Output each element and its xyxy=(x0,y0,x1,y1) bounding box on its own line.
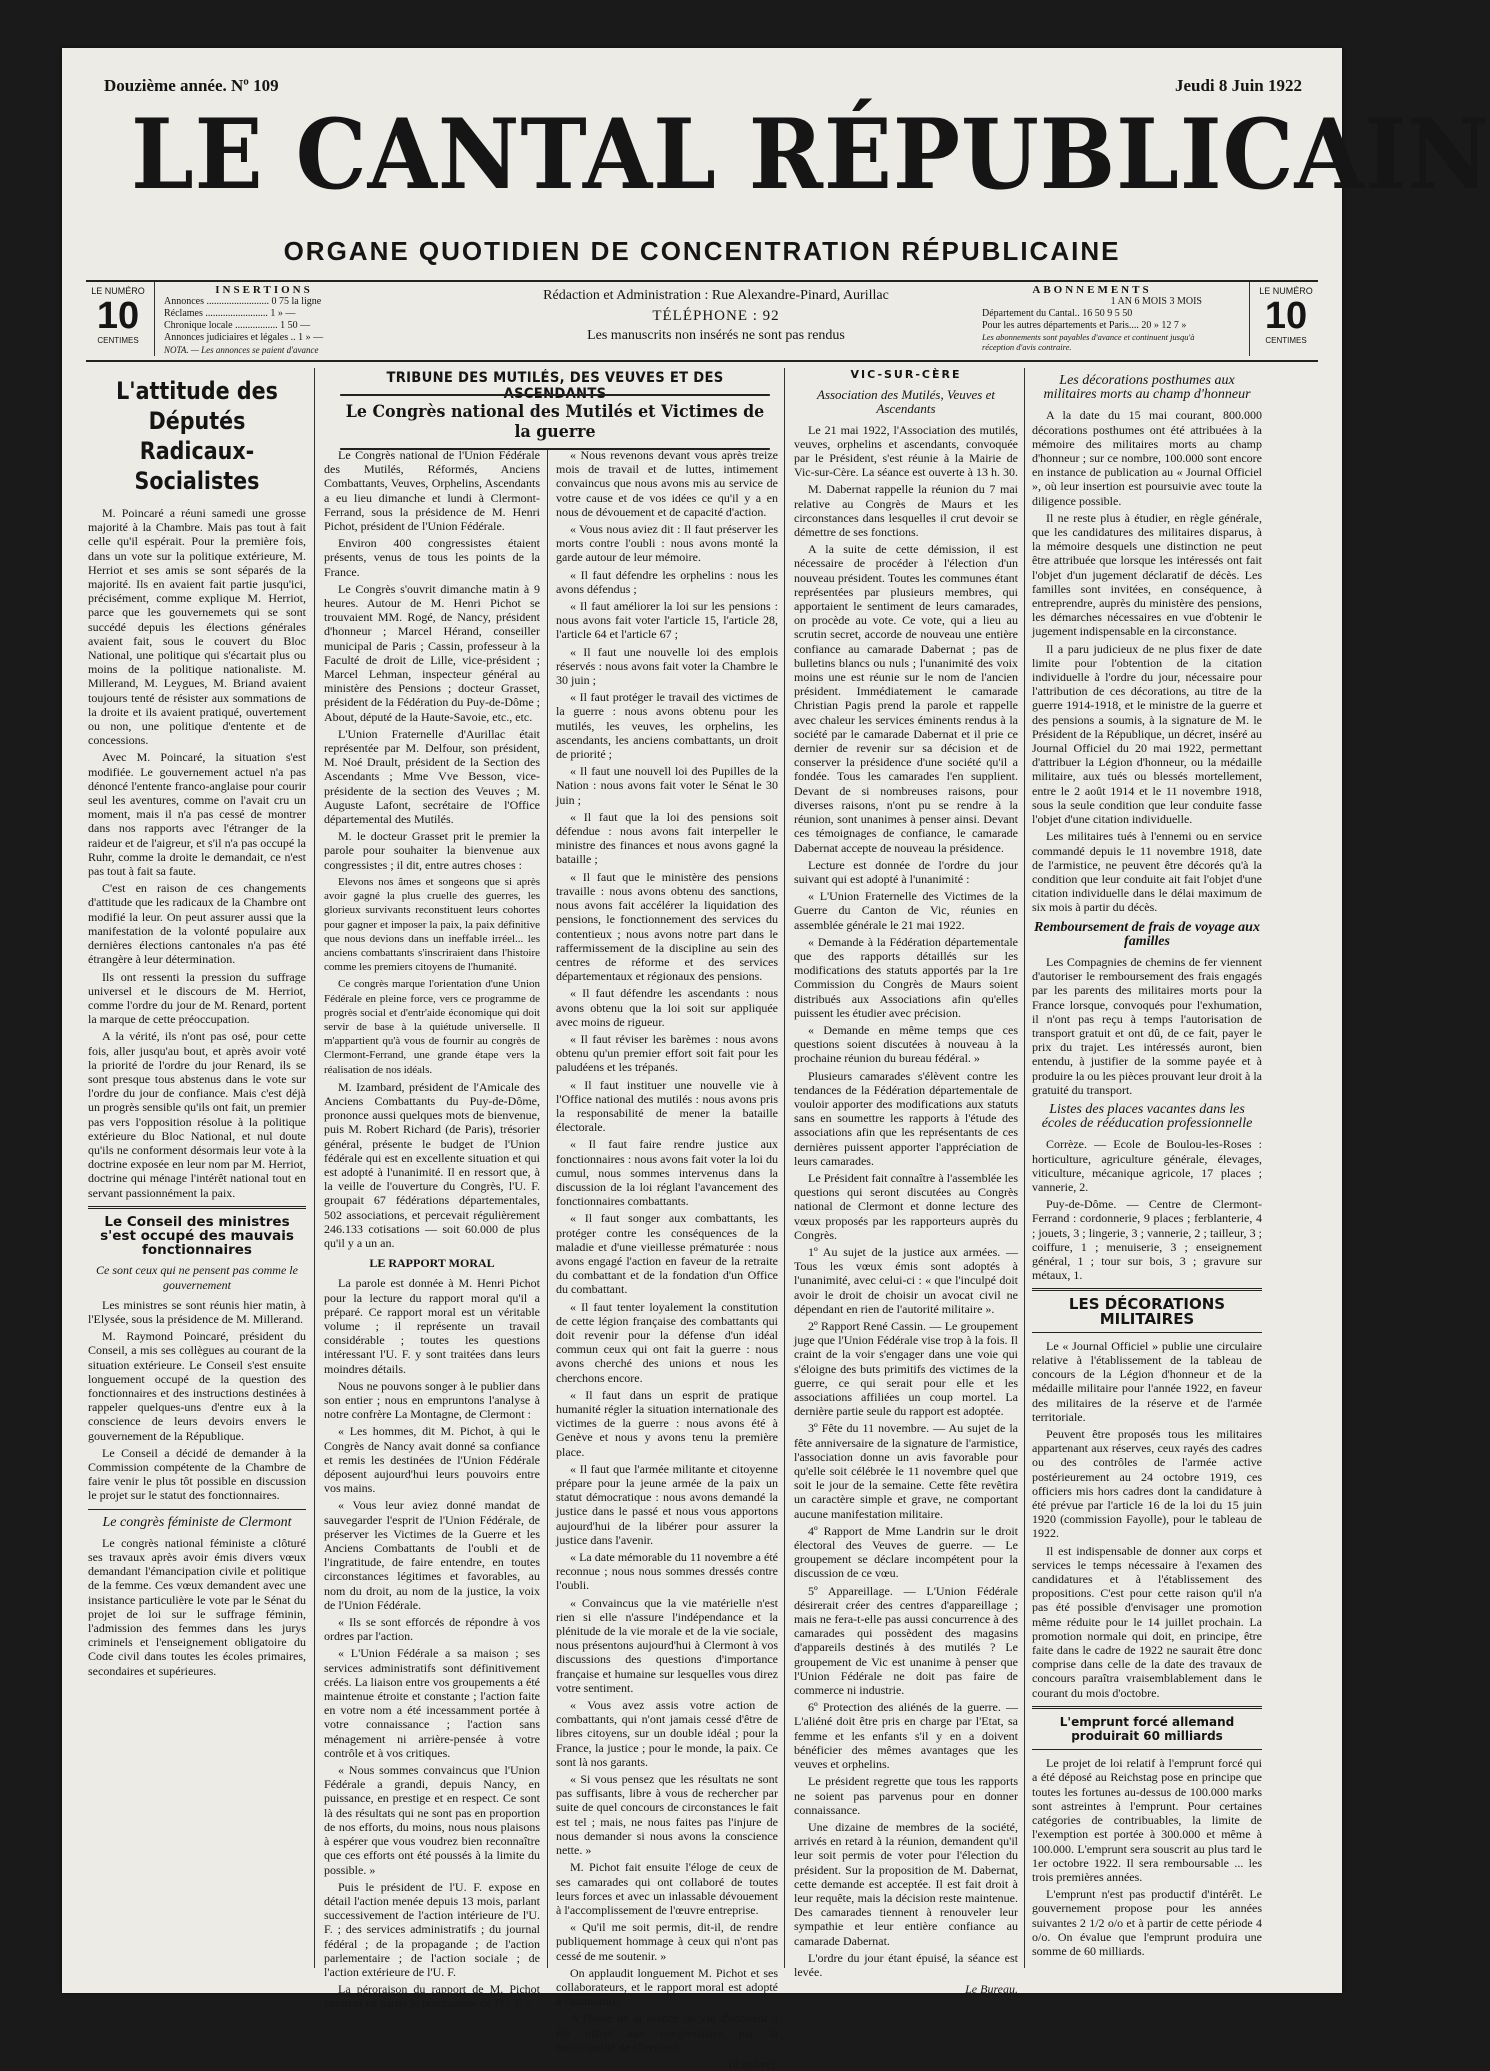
paragraph: « Convaincus que la vie matérielle n'est rien si elle n'assure l'indépendance et la plénitude de la vie morale et de la vie sociale, nous présentons aujourd'hui à Clermont à vos discussions des questions d'importance française et humaine sur lesquelles vous direz votre sentiment. xyxy=(556,1595,778,1695)
headline-deputes: L'attitude des Députés Radicaux-Socialistes xyxy=(116,377,278,495)
subhead-conseil: Ce sont ceux qui ne pensent pas comme le gouvernement xyxy=(96,1263,298,1292)
paragraph: Le président regrette que tous les rapports ne soient pas parvenus pour en donner connaissance. xyxy=(794,1774,1018,1817)
column-5 xyxy=(1032,368,1262,1968)
paragraph: La parole est donnée à M. Henri Pichot pour la lecture du rapport moral qu'il a préparé. Ce rapport moral est un véritable volume ; il représente un travail considérable ; toutes les questions intéressant l'U. F. y sont traitées dans leurs moindres détails. xyxy=(324,1276,540,1376)
paragraph: 6º Protection des aliénés de la guerre. — L'aliéné doit être pris en charge par l'Etat, sa femme et les enfants s'il y en a doivent bénéficier des mêmes avantages que les veuves et orphelins. xyxy=(794,1700,1018,1772)
year-issue: Douzième année. Nº 109 xyxy=(104,76,279,95)
paragraph: « Il faut améliorer la loi sur les pensions : nous avons fait voter l'article 15, l'article 28, l'article 64 et l'article 67 ; xyxy=(556,599,778,642)
price-box-left xyxy=(86,286,150,345)
abonnements-box xyxy=(982,284,1202,352)
price-label: LE NUMÉRO xyxy=(1259,286,1313,296)
paragraph: 3º Fête du 11 novembre. — Au sujet de la fête anniversaire de la signature de l'armistice, l'association donne un avis favorable pour qu'elle soit célébrée le 11 novembre quel que soit le jour de la semaine. Cette fête revêtira un caractère simple et grave, ne comportant aucune manifestation militaire. xyxy=(794,1421,1018,1521)
paragraph: « Demande en même temps que ces questions soient discutées à nouveau à la prochaine réunion du bureau fédéral. » xyxy=(794,1022,1018,1066)
paragraph: Ce congrès marque l'orientation d'une Union Fédérale en pleine force, vers ce programme de progrès social et d'entr'aide économique qui doit servir de base à la quiétude universelle. Il m'appartient qu'à vous de fournir au congrès de Clermont-Ferrand, une grande étape vers la réalisation de nos idéals. xyxy=(324,978,540,1076)
paragraph: « Nous sommes convaincus que l'Union Fédérale a grandi, depuis Nancy, en puissance, en prestige et en respect. Ce sont là des résultats qui ne sont pas en proportion de nos efforts, du moins, nous nous plaisons à espérer que vous voudrez bien reconnaître que ces efforts ont été poussés à la limite du possible. » xyxy=(324,1763,540,1877)
paragraph: « Il faut dans un esprit de pratique humanité régler la situation internationale des victimes de la guerre : nous avons été à Genève et nous y avons tenu la première place. xyxy=(556,1387,778,1459)
paragraph: « Il faut instituer une nouvelle vie à l'Office national des mutilés : nous avons pris la responsabilité de mener la bataille électorale. xyxy=(556,1077,778,1135)
price-box-right xyxy=(1254,286,1318,345)
price-unit: CENTIMES xyxy=(1265,336,1307,345)
headline-feministe: Le congrès féministe de Clermont xyxy=(102,1514,292,1530)
paragraph: Puy-de-Dôme. — Centre de Clermont-Ferrand : cordonnerie, 9 places ; ferblanterie, 4 ; jouets, 3 ; lingerie, 3 ; vannerie, 2 ; tailleur, 3 ; coiffure, 1 ; menuiserie, 3 ; enseignement général, 1 ; tour sur bois, 3 ; gravure sur métaux, 1. xyxy=(1032,1197,1262,1283)
paragraph: « Il faut que le ministère des pensions travaille : nous avons obtenu des sanctions, nous avons fait accélérer la liquidation des pensions, le fonctionnement des services du contentieux ; nous avons notre part dans le raffermissement de la discipline au sein des centres de réforme et des services départementaux et régionaux des pensions. xyxy=(556,869,778,984)
headline-congres: Le Congrès national des Mutilés et Victimes de la guerre xyxy=(340,394,770,450)
headline-association: Association des Mutilés, Veuves et Ascendants xyxy=(817,387,995,417)
paragraph: « Il faut défendre les ascendants : nous avons obtenu que la loi soit sur appliquée avec moins de rigueur. xyxy=(556,986,778,1029)
paragraph: L'ordre du jour étant épuisé, la séance est levée. xyxy=(794,1950,1018,1979)
paragraph: « Il faut songer aux combattants, les protéger contre les conséquences de la maladie et d'une vieillesse prématurée : nous avons engagé l'action en faveur de la retraite du combattant et de la fondation d'un Office du combattant. xyxy=(556,1211,778,1297)
paragraph: Nous ne pouvons songer à le publier dans son entier ; nous en empruntons l'analyse à notre confrère La Montagne, de Clermont : xyxy=(324,1378,540,1422)
paragraph: « Il faut une nouvelle loi des emplois réservés : nous avons fait voter la Chambre le 30 juin ; xyxy=(556,644,778,688)
headline-decorations-posthumes: Les décorations posthumes aux militaires morts au champ d'honneur xyxy=(1043,373,1251,403)
paragraph: « Ils se sont efforcés de répondre à vos ordres par l'action. xyxy=(324,1615,540,1644)
paragraph: « L'Union Fraternelle des Victimes de la Guerre du Canton de Vic, réunies en assemblée générale le 21 mai 1922. xyxy=(794,889,1018,932)
paragraph: « Vous nous aviez dit : Il faut préserver les morts contre l'oubli : nous avons monté la garde autour de leur mémoire. xyxy=(556,522,778,565)
paragraph: 5º Appareillage. — L'Union Fédérale désirerait créer des centres d'appareillage ; mais ne fera-t-elle pas aussi concurrence à des camarades qui possèdent des magasins d'appareils destinés à des mutilés ? Le groupement de Vic est unanime à penser que l'Union Fédérale ne doit pas faire de commerce ni industrie. xyxy=(794,1583,1018,1698)
redaction-address: Rédaction et Administration : Rue Alexandre-Pinard, Aurillac xyxy=(543,288,889,303)
abonnements-title: ABONNEMENTS xyxy=(1032,284,1152,296)
paragraph: L'emprunt n'est pas productif d'intérêt. Le gouvernement propose pour les années suivantes 2 1/2 o/o et à partir de cette période 4 o/o. On évalue que l'emprunt produira une somme de 60 milliards. xyxy=(1032,1887,1262,1958)
paragraph: Le « Journal Officiel » publie une circulaire relative à l'établissement de la tableau de concours de la Légion d'honneur et de la médaille militaire pour l'année 1922, en faveur des militaires de la réserve et de l'armée territoriale. xyxy=(1032,1338,1262,1424)
masthead-subtitle: ORGANE QUOTIDIEN DE CONCENTRATION RÉPUBLICAINE xyxy=(283,236,1121,266)
paragraph: Puis le président de l'U. F. expose en détail l'action menée depuis 13 mois, parlant successivement de l'action intérieure de l'U. F. ; des services administratifs ; du journal fédéral ; de la propagande ; de l'action parlementaire ; de l'action sociale ; de l'action extérieure de l'U. F. xyxy=(324,1879,540,1979)
headline-decorations-militaires: LES DÉCORATIONS MILITAIRES xyxy=(1068,1295,1226,1328)
insertions-title: INSERTIONS xyxy=(215,284,313,296)
paragraph: A l'issue de la séance un vin d'honneur a été offert aux congressistes par la municipalité de Clermont. xyxy=(556,2011,778,2054)
paragraph: 2º Rapport René Cassin. — Le groupement juge que l'Union Fédérale vise trop à la fois. Il craint de la voir s'engager dans une voie qui s'éloigne des buts primitifs des victimes de la guerre, ce qui serait pour elle et les associations affiliées un coup mortel. La dernière partie seule du rapport est adoptée. xyxy=(794,1319,1018,1419)
paragraph: Il a paru judicieux de ne plus fixer de date limite pour l'obtention de la citation individuelle à l'ordre du jour, nécessaire pour l'attribution de ces décorations, au titre de la guerre 1914-1918, et le ministre de la guerre et des pensions a soumis, à la signature de M. le Président de la République, un décret, inséré au Journal Officiel du 20 mai 1922, permettant d'attribuer la Légion d'honneur, ou la médaille militaire, aux tués ou blessés mortellement, entre le 2 août 1914 et le 11 novembre 1918, sous la seule condition que leur conduite fasse l'objet d'une citation individuelle. xyxy=(1032,641,1262,827)
paragraph: Le congrès national féministe a clôturé ses travaux après avoir émis divers vœux demandant l'émancipation civile et politique de la femme. Ces vœux demandent avec une insistance particulière le vote par le Sénat du projet de loi sur le suffrage féminin, l'admission des femmes dans les jurys criminels et l'enseignement obligatoire du Code civil dans toutes les écoles primaires, secondaires et supérieures. xyxy=(88,1535,306,1678)
insertion-line: Chronique locale ................. 1 50 — xyxy=(164,320,311,331)
paragraph: Une dizaine de membres de la société, arrivés en retard à la réunion, demandent qu'il leur soit permis de voter pour l'élection du président. Sur la proposition de M. Dabernat, cette demande est acceptée. Il est fait droit à leur requête, mais la décision reste maintenue. Des camarades tiennent à renouveler leur sympathie et leur entière confiance au camarade Dabernat. xyxy=(794,1819,1018,1948)
headline-listes: Listes des places vacantes dans les écoles de rééducation professionnelle xyxy=(1041,1101,1253,1132)
paragraph: Le projet de loi relatif à l'emprunt forcé qui a été déposé au Reichstag pose en principe que toutes les fortunes au-dessus de 100.000 marks sont astreintes à l'emprunt. Pour certaines catégories de contribuables, la limite de l'exemption est portée à 300.000 et même à 100.000. L'emprunt sera souscrit au plus tard le 1er octobre 1922. Il sera remboursable ... les trois premières années. xyxy=(1032,1756,1262,1884)
headline-remboursement: Remboursement de frais de voyage aux familles xyxy=(1034,919,1260,949)
paragraph: M. Izambard, président de l'Amicale des Anciens Combattants du Puy-de-Dôme, prononce aussi quelques mots de bienvenue, puis M. Robert Richard (de Paris), trésorier général, présente le budget de l'Union fédérale qui est en excellente situation et qui est adopté à l'unanimité. Il en ressort que, à la veille de l'ouverture du Congrès, l'U. F. groupait 67 fédérations départementales, 502 associations, et percevait régulièrement 246.133 cotisations — soit 60.000 de plus qu'il y a un an. xyxy=(324,1079,540,1250)
headline-rapport: LE RAPPORT MORAL xyxy=(369,1256,495,1271)
paragraph: 1º Au sujet de la justice aux armées. — Tous les vœux émis sont adoptés à l'unanimité, avec celui-ci : « que l'inculpé doit avoir le droit de choisir un avocat civil ne dépendant en rien de l'autorité militaire ». xyxy=(794,1244,1018,1316)
paragraph: « Il faut réviser les barèmes : nous avons obtenu qu'un premier effort soit fait pour les paludéens et les trépanés. xyxy=(556,1031,778,1075)
paragraph: On applaudit longuement M. Pichot et ses collaborateurs, et le rapport moral est adopté à l'unanimité. xyxy=(556,1965,778,2009)
paragraph: M. Dabernat rappelle la réunion du 7 mai relative au Congrès de Maurs et les circonstances dans lesquelles il crut devoir se démettre de ses fonctions. xyxy=(794,482,1018,540)
info-bar xyxy=(86,280,1318,362)
newspaper-page xyxy=(62,48,1490,2071)
abonnements-note: Les abonnements sont payables d'avance et continuent jusqu'à réception d'avis contraire. xyxy=(982,332,1195,352)
paragraph: « Il faut tenter loyalement la constitution de cette légion française des combattants qui doit revenir pour la défense d'un idéal commun ceux qui ont fait la guerre : nous avons cherché des unions et nous les cherchons encore. xyxy=(556,1299,778,1385)
paragraph: A la suite de cette démission, il est nécessaire de procéder à l'élection d'un nouveau président. Toutes les communes étant représentées par plusieurs membres, qui apportaient le sentiment de leurs camarades, on procède au vote. Ce vote, qui a lieu au scrutin secret, accorde de nouveau une entière confiance au camarade Dabernat ; pas de bulletins blancs ou nuls ; l'unanimité des voix moins une est réunie sur le nom de l'ancien président. Immédiatement le camarade Christian Pagis prend la parole et rappelle avec chaleur les services éminents rendus à la société par le camarade Dabernat et il prie ce dernier de revenir sur sa décision et de conserver la présidence d'une société qu'il a fondée. Tous les camarades l'en supplient. Devant de si nombreuses raisons, pour diverses raisons, n'ont pu se rendre à la réunion, sont unanimes à penser ainsi. Devant ces témoignages de confiance, le camarade Dabernat accepte de nouveau la présidence. xyxy=(794,542,1018,855)
paragraph: « Qu'il me soit permis, dit-il, de rendre publiquement hommage à ceux qui n'ont pas cessé de me soutenir. » xyxy=(556,1920,778,1963)
paragraph: La péroraison du rapport de M. Pichot contient en partie le programme de l'U. F. : xyxy=(324,1982,540,2011)
paragraph: « Demande à la Fédération départementale que des rapports détaillés sur les modifications des statuts apportés par la 1re Commission du Congrès de Maurs soient distribués aux Associations afin qu'elles puissent les étudier avec précision. xyxy=(794,934,1018,1020)
paragraph: Il ne reste plus à étudier, en règle générale, que les candidatures des militaires disparus, à la mémoire desquels une distinction ne peut être attribuée que lorsque les intéressés ont fait l'objet d'un jugement déclaratif de décès. Les familles sont invitées, en conséquence, à entreprendre, auprès du ministère des pensions, les démarches nécessaires en vue d'obtenir le jugement indispensable en la circonstance. xyxy=(1032,510,1262,639)
paragraph: « Il faut que l'armée militante et citoyenne prépare pour la jeune armée de la paix un statut démocratique : nous avons demandé la justice dans le passé et nous vous apportons aujourd'hui de la libérer pour assurer la justice dans l'avenir. xyxy=(556,1461,778,1547)
paragraph: Le Congrès national de l'Union Fédérale des Mutilés, Réformés, Anciens Combattants, Veuves, Orphelins, Ascendants a eu lieu dimanche et lundi à Clermont-Ferrand, sous la présidence de M. Henri Pichot, président de l'Union Fédérale. xyxy=(324,448,540,534)
headline-emprunt: L'emprunt forcé allemand produirait 60 milliards xyxy=(1059,1714,1235,1744)
tribune-banner: TRIBUNE DES MUTILÉS, DES VEUVES ET DES ASCENDANTS xyxy=(386,370,724,402)
paragraph: Le Président fait connaître à l'assemblée les questions qui seront discutées au Congrès national de Clermont et donne lecture des vœux proposés par les rapporteurs auprès du Congrès. xyxy=(794,1170,1018,1242)
a-suivre: (à suivre). xyxy=(729,2056,778,2071)
paragraph: Les militaires tués à l'ennemi ou en service commandé depuis le 11 novembre 1918, date de l'armistice, ne peuvent être décorés qu'à la condition que leur conduite ait fait l'objet d'une citation individuelle dans le délai maximum de six mois à partir du décès. xyxy=(1032,829,1262,915)
insertion-line: Annonces ......................... 0 75 la ligne xyxy=(164,296,322,307)
paragraph: « Il faut une nouvell loi des Pupilles de la Nation : nous avons fait voter le Sénat le 30 juin ; xyxy=(556,764,778,807)
paragraph: « Il faut défendre les orphelins : nous les avons défendus ; xyxy=(556,567,778,596)
paragraph: « Si vous pensez que les résultats ne sont pas suffisants, libre à vous de rechercher par suite de quel concours de circonstances le fait est tel ; mais, ne nous faites pas l'injure de nous demander si nous avons la conscience nette. » xyxy=(556,1772,778,1858)
paragraph: Plusieurs camarades s'élèvent contre les tendances de la Fédération départementale de vouloir apporter des modifications aux statuts sans en soumettre les rapports à l'étude des associations afin que les représentants de ces dernières puissent apporter l'appréciation de leurs camarades. xyxy=(794,1068,1018,1168)
insertions-box xyxy=(164,284,364,356)
paragraph: Les ministres se sont réunis hier matin, à l'Elysée, sous la présidence de M. Millerand. xyxy=(88,1297,306,1326)
paragraph: Lecture est donnée de l'ordre du jour suivant qui est adopté à l'unanimité : xyxy=(794,857,1018,886)
paragraph: « Nous revenons devant vous après treize mois de travail et de luttes, intimement convaincus que nous avons mis au service de votre cause et de vos idées ce qu'il y a en nous de dévouement et de capacité d'action. xyxy=(556,448,778,519)
price-value: 10 xyxy=(1264,295,1308,337)
paragraph: L'Union Fraternelle d'Aurillac était représentée par M. Delfour, son président, M. Noé Drault, président de la Section des Ascendants ; Mme Vve Besson, vice-présidente de la section des Veuves ; M. Auguste Lafont, secrétaire de l'Office départemental des Mutilés. xyxy=(324,726,540,827)
insertion-line: Annonces judiciaires et légales .. 1 » — xyxy=(164,332,324,343)
paragraph: Corrèze. — Ecole de Boulou-les-Roses : horticulture, agriculture générale, élevages, viticulture, mécanique agricole, 17 places ; vannerie, 2. xyxy=(1032,1137,1262,1194)
headline-conseil: Le Conseil des ministres s'est occupé des mauvais fonctionnaires xyxy=(100,1213,294,1259)
paragraph: Les Compagnies de chemins de fer viennent d'autoriser le remboursement des frais engagés par les parents des militaires morts pour la France lorsque, convoqués pour l'exhumation, il n'ont pas reçu à temps l'autorisation de transport gratuit et ont dû, de ce fait, payer le prix du trajet. Les intéressés auront, bien entendu, à justifier de la somme payée et à produire la ou les pièces prouvant leur droit à la gratuité du transport. xyxy=(1032,954,1262,1097)
paragraph: Il est indispensable de donner aux corps et services le temps nécessaire à l'examen des candidatures et à l'établissement des propositions. C'est pour cette raison qu'il n'a pas été possible d'envisager une promotion même réduite pour le 14 juillet prochain. La promotion normale qui doit, en principe, être faite dans le cadre de 1922 ne saurait être donc comprise dans celle de la date des travaux de concours paraîtra vraisemblablement dans le courant du mois d'octobre. xyxy=(1032,1543,1262,1700)
paragraph: Elevons nos âmes et songeons que si après avoir gagné la plus cruelle des guerres, les glorieux survivants reconstituent leurs cohortes pour gagner et imposer la paix, la paix définitive que nous devions dans un ineffable irréel... les anciens combattants s'inscriraient dans l'histoire comme les premiers citoyens de l'humanité. xyxy=(324,875,540,974)
redaction-box xyxy=(446,286,986,346)
paragraph: « L'Union Fédérale a sa maison ; ses services administratifs sont définitivement créés. La liaison entre vos groupements a été maintenue étroite et constante ; l'action faite en votre nom a été incessamment portée à votre connaissance ; l'action sans ménagement ni arrière-pensée à votre contrôle et à vos critiques. xyxy=(324,1646,540,1760)
paragraph: Ils ont ressenti la pression du suffrage universel et le discours de M. Herriot, comme l'ordre du jour de M. Renard, portent la marque de cette préoccupation. xyxy=(88,969,306,1027)
location-vic: VIC-SUR-CÈRE xyxy=(850,368,962,381)
price-unit: CENTIMES xyxy=(97,336,139,345)
paragraph: A la vérité, ils n'ont pas osé, pour cette fois, aller jusqu'au bout, et après avoir voté la priorité de l'ordre du jour Renard, ils se sont presque tous abstenus dans le vote sur l'ordre du jour de confiance. Mais c'est déjà un progrès sensible qu'ils ont fait, un premier pas vers l'opposition résolue à la politique extérieure du Bloc National, et nul doute qu'ils ne conforment désormais leur vote à la doctrine exposée en leur nom par M. Herriot, doctrine qui ménage l'intérêt national tout en servant passionnément la paix. xyxy=(88,1029,306,1200)
paragraph: Avec M. Poincaré, la situation s'est modifiée. Le gouvernement actuel n'a pas dénoncé l'entente franco-anglaise pour courir seul les aventures, comme on l'avait cru un moment, mais il n'a pas cessé de montrer dans nos rapports avec l'étranger de la raideur et de l'aigreur, et s'il n'a pas occupé la Ruhr, comme la droite le demandait, ce n'est pas tout à fait sa faute. xyxy=(88,750,306,879)
insertion-line: Réclames ......................... 1 » — xyxy=(164,308,296,319)
insertions-nota: NOTA. — Les annonces se paient d'avance xyxy=(164,345,319,355)
column-4 xyxy=(794,368,1018,1997)
paragraph: Environ 400 congressistes étaient présents, venus de tous les points de la France. xyxy=(324,536,540,579)
column-1 xyxy=(88,368,306,1968)
paragraph: M. Pichot fait ensuite l'éloge de ceux de ses camarades qui ont collaboré de toutes leurs forces et avec un inlassable dévouement à l'accomplissement de l'œuvre entreprise. xyxy=(556,1860,778,1917)
paragraph: A la date du 15 mai courant, 800.000 décorations posthumes ont été attribuées à la mémoire des militaires morts au champ d'honneur ; sur ce nombre, 100.000 sont encore en instance de publication au « Journal Officiel », où leur insertion est poursuivie avec toute la diligence possible. xyxy=(1032,408,1262,508)
telephone: TÉLÉPHONE : 92 xyxy=(652,308,780,324)
paragraph: 4º Rapport de Mme Landrin sur le droit électoral des Veuves de guerre. — Le groupement se déclare incompétent pour la discussion de ce vœu. xyxy=(794,1523,1018,1581)
column-3 xyxy=(556,448,778,2071)
paragraph: Le Congrès s'ouvrit dimanche matin à 9 heures. Autour de M. Henri Pichot se trouvaient MM. Rogé, de Nancy, président d'honneur ; Marcel Hérand, conseiller municipal de Paris ; Cassin, professeur à la Faculté de droit de Lille, vice-président ; Marcel Lehman, inspecteur général au ministère des Pensions ; docteur Grasset, président de la Fédération du Puy-de-Dôme ; About, député de la Haute-Savoie, etc., etc. xyxy=(324,581,540,724)
paragraph: Le Conseil a décidé de demander à la Commission compétente de la Chambre de faire venir le plus tôt possible en discussion le projet sur le statut des fonctionnaires. xyxy=(88,1445,306,1503)
issue-line xyxy=(104,76,1302,96)
issue-date: Jeudi 8 Juin 1922 xyxy=(1174,76,1302,95)
abonnement-line: Département du Cantal.. 16 50 9 5 50 xyxy=(982,308,1133,319)
paragraph: C'est en raison de ces changements d'attitude que les radicaux de la Chambre ont modifié la leur. On peut assurer aussi que la manifestation de la volonté populaire aux dernières élections cantonales n'a pas été étrangère à leur détermination. xyxy=(88,881,306,967)
paragraph: Peuvent être proposés tous les militaires appartenant aux réserves, ceux rayés des cadres ou des contrôles de l'armée active postérieurement au 24 octobre 1919, ces officiers mis hors cadres dont la candidature à été prévue par l'article 16 de la loi du 15 juin 1920 (commission Fayolle), pour le tableau de 1922. xyxy=(1032,1427,1262,1541)
price-value: 10 xyxy=(96,295,140,337)
paragraph: « Il faut faire rendre justice aux fonctionnaires : nous avons fait voter la loi du cumul, nous sommes intervenus dans la discussion de la loi réglant l'avancement des fonctionnaires combattants. xyxy=(556,1137,778,1209)
paragraph: Le 21 mai 1922, l'Association des mutilés, veuves, orphelins et ascendants, convoquée par le Président, s'est réunie à la Mairie de Vic-sur-Cère. La séance est ouverte à 13 h. 30. xyxy=(794,422,1018,480)
paragraph: « Il faut protéger le travail des victimes de la guerre : nous avons obtenu pour les mutilés, les veuves, les orphelins, les ascendants, les anciens combattants, un droit de priorité ; xyxy=(556,690,778,762)
signature-bureau: Le Bureau. xyxy=(965,1982,1018,1997)
paragraph: « Vous leur aviez donné mandat de sauvegarder l'esprit de l'Union Fédérale, de préserver les Victimes de la Guerre et les Anciens Combattants de l'oubli et de l'ingratitude, de faire entendre, en toutes circonstances légitimes et favorables, au nom du droit, au nom de la justice, la voix de l'Union Fédérale. xyxy=(324,1498,540,1612)
column-2 xyxy=(324,448,540,2011)
masthead-title: LE CANTAL RÉPUBLICAIN xyxy=(130,98,1490,211)
paragraph: M. Poincaré a réuni samedi une grosse majorité à la Chambre. Mais pas tout à fait celle qu'il espérait. Pour la première fois, dans un vote sur la politique extérieure, M. Herriot et ses amis se sont séparés de la majorité. Ils en avaient fait partie jusqu'ici, précisément, comme explique M. Herriot, parce que les gouvernemets qui se sont succédé depuis les élections générales avaient fait, sous le couvert du Bloc National, une politique qui s'écartait plus ou moins de la politique nationaliste. M. Millerand, M. Leygues, M. Briand avaient toujours tenté de résister aux sommations de la droite et ils avaient pratiqué, ouvertement ou non, une politique d'entente et de concessions. xyxy=(88,506,306,748)
abonnement-line: Pour les autres départements et Paris.... 20 » 12 7 » xyxy=(982,320,1187,331)
article-deputes xyxy=(88,506,306,1200)
paragraph: M. Raymond Poincaré, président du Conseil, a mis ses collègues au courant de la situation extérieure. Le Conseil s'est ensuite longuement occupé de la question des fonctionnaires et des instructions destinées à rappeler quelques-uns d'entre eux à la conscience de leurs devoirs envers le gouvernement de la République. xyxy=(88,1329,306,1443)
price-label: LE NUMÉRO xyxy=(91,286,145,296)
manuscrits-note: Les manuscrits non insérés ne sont pas rendus xyxy=(587,328,845,343)
abonnements-head: 1 AN 6 MOIS 3 MOIS xyxy=(1110,296,1202,307)
paragraph: M. le docteur Grasset prit le premier la parole pour souhaiter la bienvenue aux congressistes ; il dit, entre autres choses : xyxy=(324,829,540,872)
paragraph: « Vous avez assis votre action de combattants, qui n'ont jamais cessé d'être de libres citoyens, sur un double idéal ; pour la France, la justice ; pour le monde, la paix. Ce sont là nos garants. xyxy=(556,1698,778,1769)
paragraph: « Il faut que la loi des pensions soit défendue : nous avons fait interpeller le ministre des finances et nous avons gagné la bataille ; xyxy=(556,809,778,867)
paragraph: « La date mémorable du 11 novembre a été reconnue ; nous nous sommes dressés contre l'oubli. xyxy=(556,1550,778,1593)
paragraph: « Les hommes, dit M. Pichot, à qui le Congrès de Nancy avait donné sa confiance et remis les destinées de l'Union Fédérale déposent aujourd'hui leurs pouvoirs entre vos mains. xyxy=(324,1424,540,1496)
